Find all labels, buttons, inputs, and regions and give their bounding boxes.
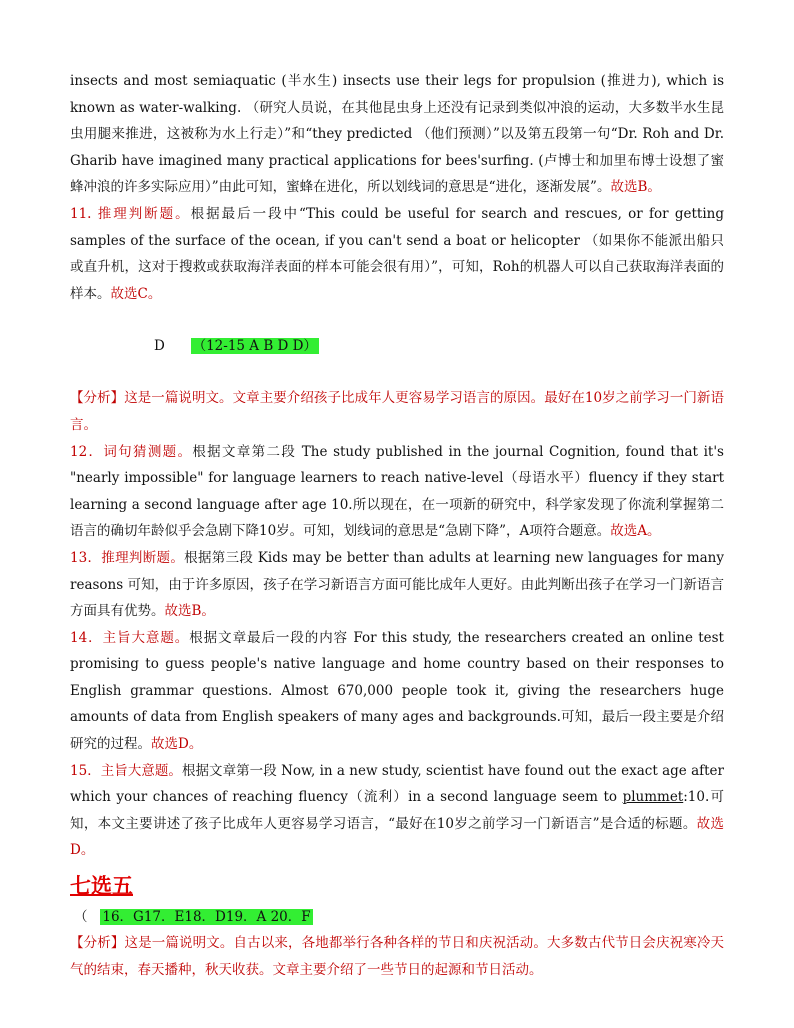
explanation-text: 根据文章最后一段的内容 For this study, the researchers created an online test promising to guess people's native language and home country based on their responses to English grammar questions. Almost 670,000 people took it, giving the researchers huge amounts of data from English speakers of many ages and backgrounds.可知，最后一段主要是介绍研究的过程。 — [70, 629, 724, 753]
answer-conclusion: 故选D。 — [70, 815, 725, 859]
analysis-label: 【分析】 — [70, 390, 125, 407]
spacer — [70, 307, 724, 333]
answer-key-highlight: （12-15 A B D D） — [192, 338, 317, 355]
question-label: 13．推理判断题。 — [70, 549, 185, 566]
explanation-q10-continued — [70, 68, 724, 201]
answer-conclusion: 故选D。 — [151, 736, 203, 753]
answer-conclusion: 故选C。 — [110, 285, 162, 302]
answer-key-row — [70, 904, 724, 930]
underlined-word: plummet — [622, 789, 684, 806]
spacer — [70, 359, 724, 385]
explanation-q14 — [70, 625, 724, 758]
question-label: 12．词句猜测题。 — [70, 443, 193, 460]
answer-letter: D — [154, 338, 165, 355]
question-label: 11. 推理判断题。 — [70, 205, 191, 222]
document-page — [70, 68, 724, 983]
answer-open-paren: （ — [74, 909, 88, 926]
explanation-q13 — [70, 545, 724, 625]
explanation-text: 根据第三段 Kids may be better than adults at learning new languages for many reasons 可知，由于许多原因，孩子在学习新语言方面可能比成年人更好。由此判断出孩子在学习一门新语言方面具有优势。 — [70, 549, 724, 620]
explanation-text: 根据文章第一段 Now, in a new study, scientist have found out the exact age after which your chances of reaching fluency（流利）in a second language seem to — [70, 762, 724, 806]
answer-conclusion: 故选A。 — [610, 523, 661, 540]
explanation-text: 根据文章第二段 The study published in the journal Cognition, found that it's "nearly impossible" for language learners to reach native-level（母语水平）fluency if they start learning a second language after age 10.所以现在，在一项新的研究中，科学家发现了你流利掌握第二语言的确切年龄似乎会急剧下降10岁。可知，划线词的意思是“急剧下降”，A项符合题意。 — [70, 443, 724, 540]
answer-conclusion: 故选B。 — [164, 603, 215, 620]
explanation-text: 根据最后一段中“This could be useful for search and rescues, or for getting samples of the surface of the ocean, if you can't send a boat or helicopter （如果你不能派出船只或直升机，这对于搜救或获取海洋表面的样本可能会很有用）”，可知，Roh的机器人可以自己获取海洋表面的样本。 — [70, 205, 724, 302]
question-label: 15．主旨大意题。 — [70, 762, 182, 779]
explanation-text-continued: :10.可知，本文主要讲述了孩子比成年人更容易学习语言，“最好在10岁之前学习一门新语言”是合适的标题。 — [70, 789, 724, 832]
analysis-text: 这是一篇说明文。文章主要介绍孩子比成年人更容易学习语言的原因。最好在10岁之前学习一门新语言。 — [70, 390, 724, 433]
analysis-block — [70, 930, 724, 983]
answer-key-highlight: 16．G17．E18．D19．A 20．F — [102, 909, 311, 926]
question-label: 14．主旨大意题。 — [70, 629, 190, 646]
analysis-text: 这是一篇说明文。自古以来，各地都举行各种各样的节日和庆祝活动。大多数古代节日会庆祝寒冷天气的结束，春天播种，秋天收获。文章主要介绍了一些节日的起源和节日活动。 — [70, 935, 725, 978]
explanation-q11 — [70, 201, 724, 307]
explanation-q12 — [70, 439, 724, 545]
analysis-label: 【分析】 — [70, 935, 125, 952]
section-heading: 七选五 — [70, 874, 133, 899]
analysis-block — [70, 385, 724, 438]
explanation-text: insects and most semiaquatic (半水生) insects use their legs for propulsion (推进力), which is known as water-walking. （研究人员说，在其他昆虫身上还没有记录到类似冲浪的运动，大多数半水生昆虫用腿来推进，这被称为水上行走）”和“they predicted （他们预测）”以及第五段第一句“Dr. Roh and Dr. Gharib have imagined many practical applications for bees'surfing. (卢博士和加里布博士设想了蜜蜂冲浪的许多实际应用）”由此可知，蜜蜂在进化，所以划线词的意思是“进化，逐渐发展”。 — [70, 73, 724, 196]
answer-conclusion: 故选B。 — [610, 179, 661, 196]
answer-key-row — [70, 333, 724, 359]
explanation-q15 — [70, 758, 724, 864]
